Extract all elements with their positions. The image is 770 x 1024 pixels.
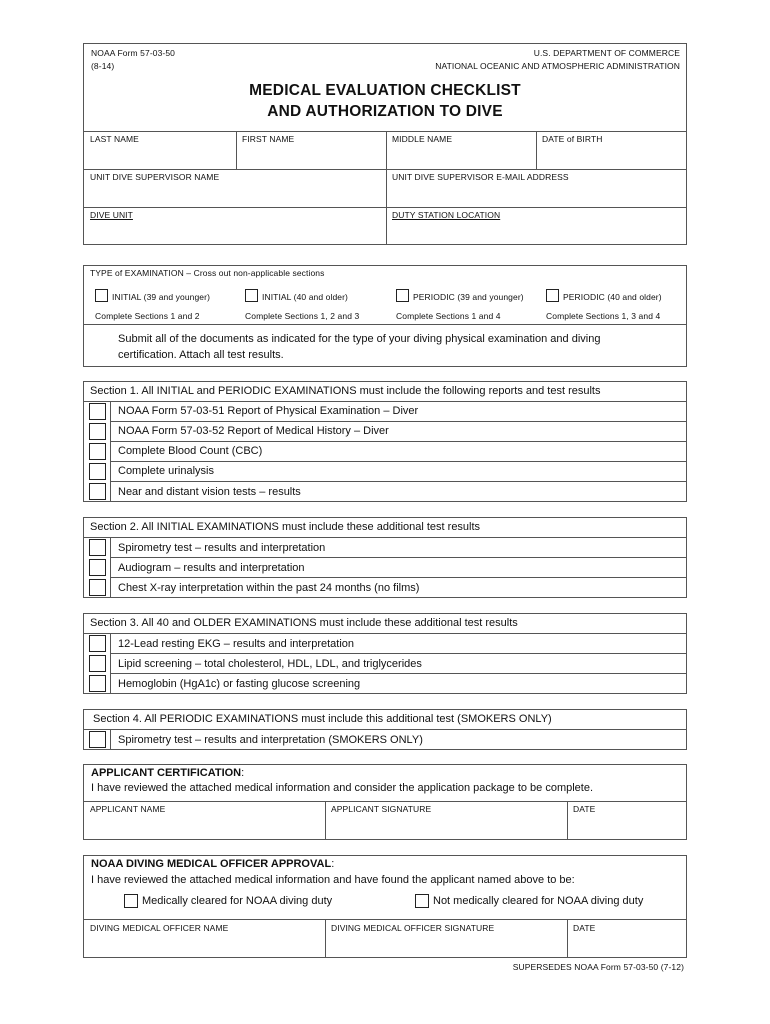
section3-item-2: Lipid screening – total cholesterol, HDL, LDL, and triglycerides [118,658,422,670]
grid-line [83,131,687,132]
section2-item-1: Spirometry test – results and interpretation [118,542,326,554]
section1-heading: Section 1. All INITIAL and PERIODIC EXAMINATIONS must include the following reports and test results [90,385,601,397]
grid-line [83,401,687,402]
last-name-field[interactable]: LAST NAME [90,134,139,144]
applicant-heading [91,767,244,779]
grid-line [567,801,568,840]
section4-heading: Section 4. All PERIODIC EXAMINATIONS must include this additional test (SMOKERS ONLY) [93,713,552,725]
initial-young-checkbox[interactable] [95,289,108,302]
officer-name-field[interactable]: DIVING MEDICAL OFFICER NAME [90,923,229,933]
date-of-birth-field[interactable]: DATE of BIRTH [542,134,603,144]
grid-line [110,577,687,578]
section1-item-1: NOAA Form 57-03-51 Report of Physical Examination – Diver [118,405,419,417]
section2-item-1-checkbox[interactable] [89,539,106,556]
section1-item-5-checkbox[interactable] [89,483,106,500]
grid-line [110,421,687,422]
periodic-young-sections: Complete Sections 1 and 4 [396,311,501,321]
section4-item-1: Spirometry test – results and interpretation (SMOKERS ONLY) [118,734,423,746]
exam-note-line-2: certification. Attach all test results. [118,349,284,361]
officer-date-field[interactable]: DATE [573,923,596,933]
form-date: (8-14) [91,61,115,71]
section3-item-3: Hemoglobin (HgA1c) or fasting glucose screening [118,678,361,690]
grid-line [83,169,687,170]
department: U.S. DEPARTMENT OF COMMERCE [533,48,680,58]
officer-signature-field[interactable]: DIVING MEDICAL OFFICER SIGNATURE [331,923,495,933]
officer-heading-text: NOAA DIVING MEDICAL OFFICER APPROVAL [91,858,332,870]
section1-item-3: Complete Blood Count (CBC) [118,445,263,457]
grid-line [110,481,687,482]
section1-item-4: Complete urinalysis [118,465,214,477]
administration: NATIONAL OCEANIC AND ATMOSPHERIC ADMINISTRATION [435,61,680,71]
middle-name-field[interactable]: MIDDLE NAME [392,134,453,144]
periodic-old-checkbox[interactable] [546,289,559,302]
applicant-signature-field[interactable]: APPLICANT SIGNATURE [331,804,432,814]
grid-line [236,131,237,169]
grid-line [110,729,111,750]
grid-line [567,919,568,958]
section2-item-2: Audiogram – results and interpretation [118,562,305,574]
applicant-name-field[interactable]: APPLICANT NAME [90,804,166,814]
title-line-2: AND AUTHORIZATION TO DIVE [267,103,503,120]
grid-line [110,441,687,442]
officer-heading [91,858,334,870]
applicant-heading-colon: : [241,767,245,779]
grid-line [325,919,326,958]
first-name-field[interactable]: FIRST NAME [242,134,295,144]
initial-young-sections: Complete Sections 1 and 2 [95,311,200,321]
dive-unit-field[interactable]: DIVE UNIT [90,210,133,220]
officer-heading-colon: : [331,858,335,870]
section3-heading: Section 3. All 40 and OLDER EXAMINATIONS must include these additional test results [90,617,518,629]
grid-line [110,537,111,598]
section1-item-5: Near and distant vision tests – results [118,486,301,498]
grid-line [83,324,687,325]
not-medically-cleared-label: Not medically cleared for NOAA diving duty [433,895,644,907]
section3-item-1-checkbox[interactable] [89,635,106,652]
section1-item-2-checkbox[interactable] [89,423,106,440]
grid-line [83,633,687,634]
section1-item-3-checkbox[interactable] [89,443,106,460]
grid-line [110,461,687,462]
periodic-young-label: PERIODIC (39 and younger) [413,292,524,302]
grid-line [110,633,111,694]
section1-item-4-checkbox[interactable] [89,463,106,480]
section2-item-3-checkbox[interactable] [89,579,106,596]
grid-line [110,673,687,674]
duty-station-field[interactable]: DUTY STATION LOCATION [392,210,501,220]
officer-statement: I have reviewed the attached medical information and have found the applicant named above to be: [91,874,575,886]
periodic-young-checkbox[interactable] [396,289,409,302]
grid-line [325,801,326,840]
grid-line [110,557,687,558]
section1-item-1-checkbox[interactable] [89,403,106,420]
not-medically-cleared-checkbox[interactable] [415,894,429,908]
grid-line [83,207,687,208]
grid-line [83,919,687,920]
grid-line [110,653,687,654]
grid-line [83,537,687,538]
periodic-old-sections: Complete Sections 1, 3 and 4 [546,311,661,321]
section2-item-3: Chest X-ray interpretation within the past 24 months (no films) [118,582,420,594]
initial-old-sections: Complete Sections 1, 2 and 3 [245,311,360,321]
supervisor-name-field[interactable]: UNIT DIVE SUPERVISOR NAME [90,172,220,182]
medically-cleared-checkbox[interactable] [124,894,138,908]
grid-line [536,131,537,169]
initial-old-label: INITIAL (40 and older) [262,292,348,302]
periodic-old-label: PERIODIC (40 and older) [563,292,662,302]
section3-item-3-checkbox[interactable] [89,675,106,692]
supersedes-note: SUPERSEDES NOAA Form 57-03-50 (7-12) [512,962,684,972]
section4-item-1-checkbox[interactable] [89,731,106,748]
section3-item-1: 12-Lead resting EKG – results and interpretation [118,638,355,650]
exam-type-heading: TYPE of EXAMINATION – Cross out non-applicable sections [90,268,325,278]
initial-old-checkbox[interactable] [245,289,258,302]
exam-note [118,331,658,363]
applicant-statement: I have reviewed the attached medical information and consider the application package to be complete. [91,782,594,794]
form-number: NOAA Form 57-03-50 [91,48,175,58]
initial-young-label: INITIAL (39 and younger) [112,292,210,302]
applicant-heading-text: APPLICANT CERTIFICATION [91,767,242,779]
supervisor-email-field[interactable]: UNIT DIVE SUPERVISOR E-MAIL ADDRESS [392,172,569,182]
grid-line [386,131,387,245]
medically-cleared-label: Medically cleared for NOAA diving duty [142,895,333,907]
section3-item-2-checkbox[interactable] [89,655,106,672]
grid-line [83,801,687,802]
header-box [83,43,687,245]
section2-item-2-checkbox[interactable] [89,559,106,576]
title-line-1: MEDICAL EVALUATION CHECKLIST [249,82,521,99]
grid-line [110,401,111,502]
section1-item-2: NOAA Form 57-03-52 Report of Medical History – Diver [118,425,389,437]
page-title [83,82,687,121]
grid-line [83,729,687,730]
section2-heading: Section 2. All INITIAL EXAMINATIONS must include these additional test results [90,521,481,533]
applicant-date-field[interactable]: DATE [573,804,596,814]
exam-note-line-1: Submit all of the documents as indicated for the type of your diving physical examination and diving [118,333,601,345]
